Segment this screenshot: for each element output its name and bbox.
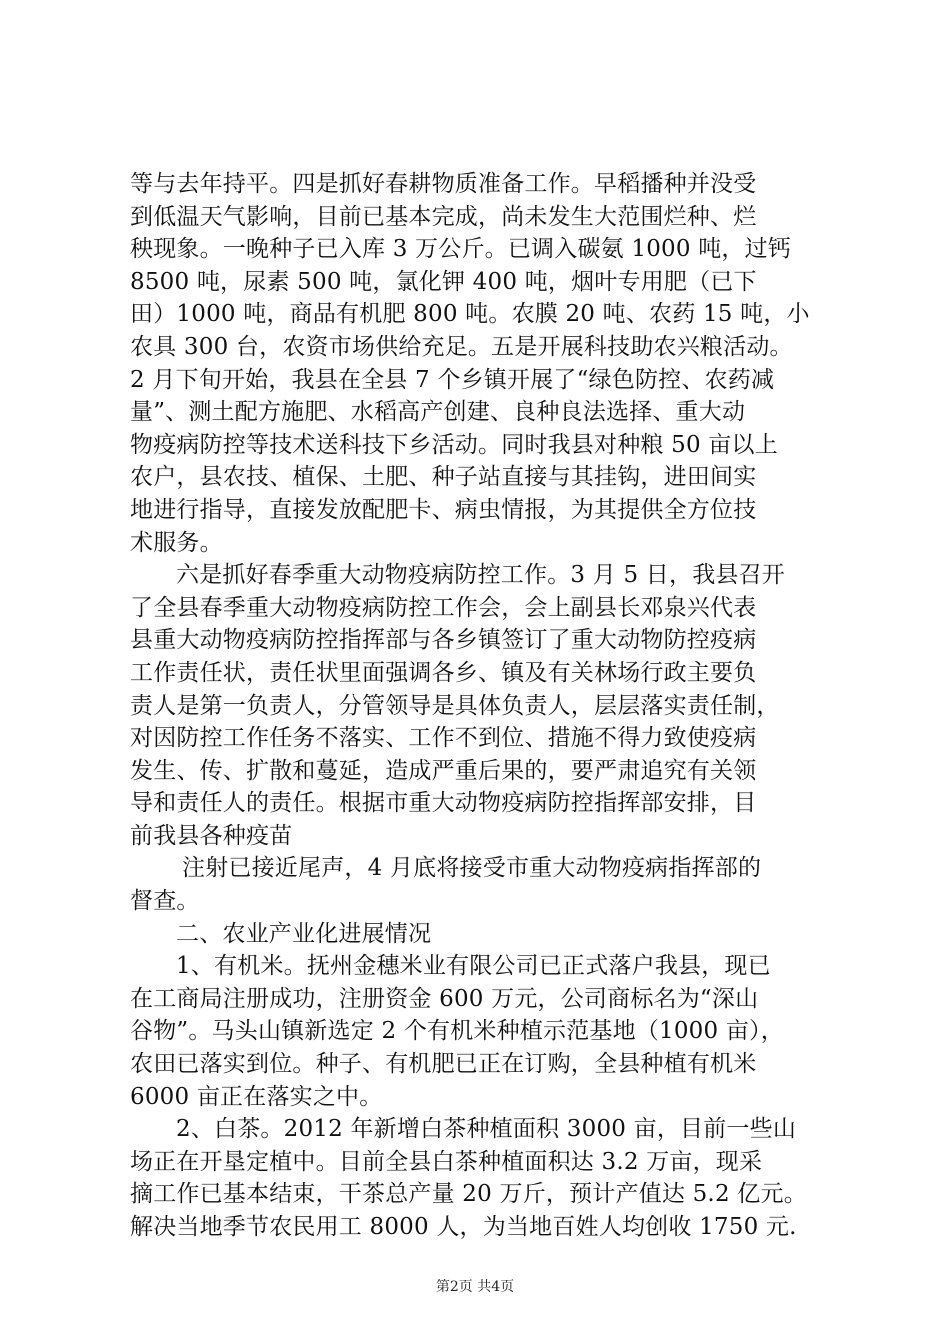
text-line: 在工商局注册成功，注册资金 600 万元，公司商标名为“深山: [130, 985, 759, 1012]
text-line: 农田已落实到位。种子、有机肥已正在订购，全县种植有机米: [130, 1051, 757, 1078]
text-line: 注射已接近尾声，4 月底将接受市重大动物疫病指挥部的: [182, 855, 762, 882]
text-line: 场正在开垦定植中。目前全县白茶种植面积达 3.2 万亩，现采: [130, 1148, 763, 1175]
text-line: 二、农业产业化进展情况: [176, 920, 432, 947]
page-footer: 第2页 共4页: [435, 1279, 515, 1295]
text-line: 解决当地季节农民用工 8000 人，为当地百姓人均创收 1750 元.: [130, 1214, 797, 1240]
text-line: 摘工作已基本结束，干茶总产量 20 万斤，预计产值达 5.2 亿元。: [130, 1181, 807, 1208]
text-line: 6000 亩正在落实之中。: [130, 1083, 383, 1110]
text-line: 工作责任状，责任状里面强调各乡、镇及有关林场行政主要负: [130, 659, 757, 686]
text-line: 地进行指导，直接发放配肥卡、病虫情报，为其提供全方位技: [130, 496, 757, 523]
text-line: 谷物”。马头山镇新选定 2 个有机米种植示范基地（1000 亩），: [130, 1018, 784, 1045]
text-line: 导和责任人的责任。根据市重大动物疫病防控指挥部安排，目: [130, 790, 757, 817]
text-line: 秧现象。一晚种子已入库 3 万公斤。已调入碳氨 1000 吨，过钙: [130, 236, 792, 263]
text-line: 责人是第一负责人，分管领导是具体负责人，层层落实责任制，: [130, 692, 780, 719]
text-line: 农户，县农技、植保、土肥、种子站直接与其挂钩，进田间实: [130, 464, 757, 491]
text-line: 量”、测土配方施肥、水稻高产创建、良种良法选择、重大动: [130, 399, 746, 426]
text-line: 2、白茶。2012 年新增白茶种植面积 3000 亩，目前一些山: [176, 1116, 797, 1143]
text-line: 六是抓好春季重大动物疫病防控工作。3 月 5 日，我县召开: [176, 562, 785, 589]
text-line: 物疫病防控等技术送科技下乡活动。同时我县对种粮 50 亩以上: [130, 431, 778, 458]
document-body: [130, 168, 830, 1244]
text-line: 术服务。: [130, 529, 223, 556]
text-line: 8500 吨，尿素 500 吨，氯化钾 400 吨，烟叶专用肥（已下: [130, 268, 757, 295]
text-line: 对因防控工作任务不落实、工作不到位、措施不得力致使疫病: [130, 725, 757, 752]
text-line: 县重大动物疫病防控指挥部与各乡镇签订了重大动物防控疫病: [130, 627, 757, 654]
text-line: 了全县春季重大动物疫病防控工作会，会上副县长邓泉兴代表: [130, 594, 757, 621]
text-line: 发生、传、扩散和蔓延，造成严重后果的，要严肃追究有关领: [130, 757, 757, 784]
text-line: 到低温天气影响，目前已基本完成，尚未发生大范围烂种、烂: [130, 203, 757, 230]
text-line: 等与去年持平。四是抓好春耕物质准备工作。早稻播种并没受: [130, 171, 757, 197]
text-line: 1、有机米。抚州金穗米业有限公司已正式落户我县，现已: [176, 953, 771, 980]
text-line: 农具 300 台，农资市场供给充足。五是开展科技助农兴粮活动。: [130, 333, 793, 360]
text-line: 田）1000 吨，商品有机肥 800 吨。农膜 20 吨、农药 15 吨，小: [130, 301, 810, 328]
text-line: 督查。: [130, 888, 200, 915]
text-line: 前我县各种疫苗: [130, 822, 293, 849]
text-line: 2 月下旬开始，我县在全县 7 个乡镇开展了“绿色防控、农药减: [130, 366, 775, 393]
